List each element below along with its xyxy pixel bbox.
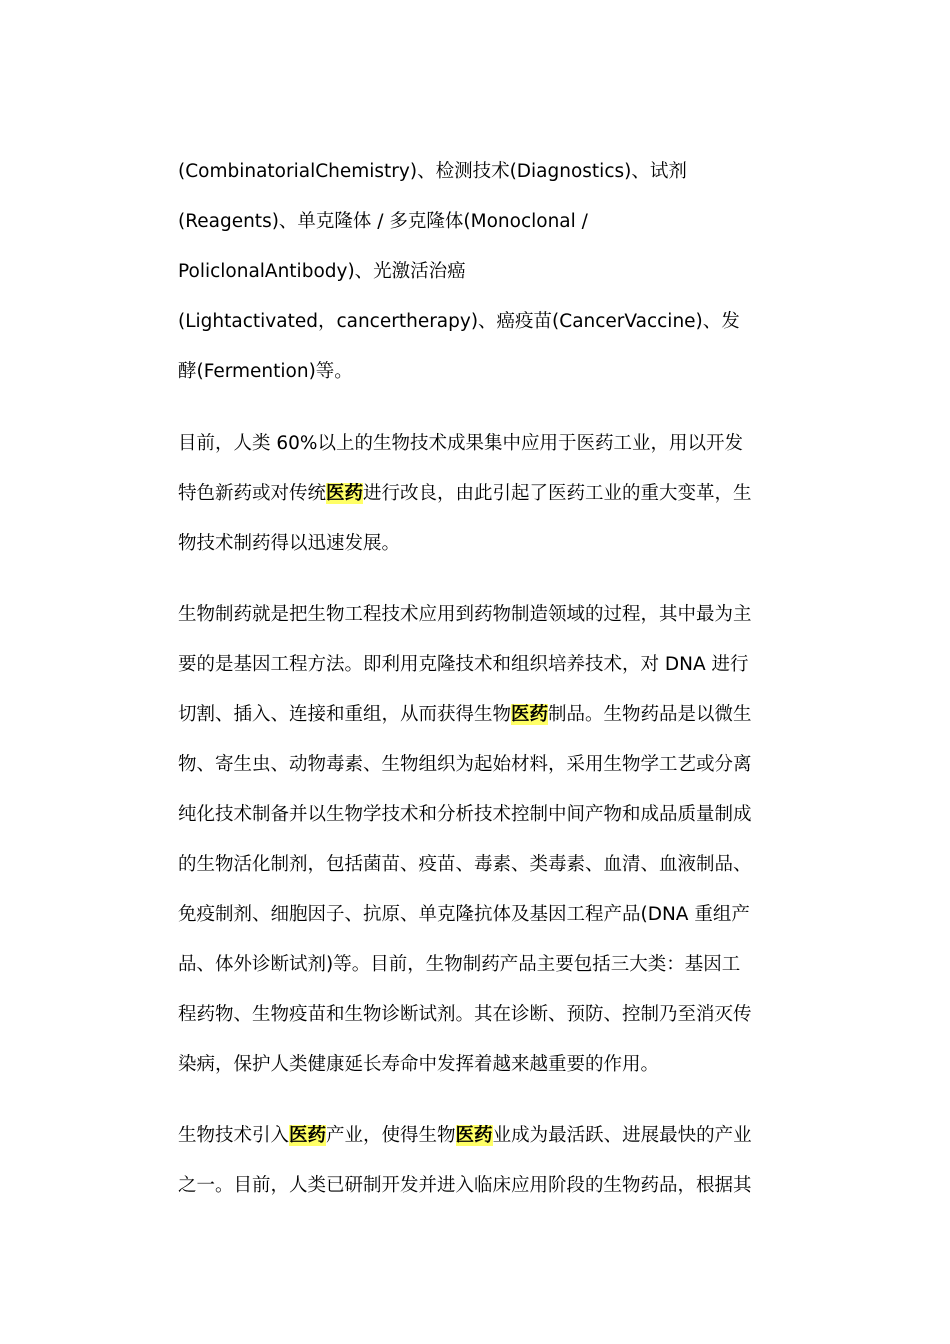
text-segment: (CombinatorialChemistry)、检测技术(Diagnostics)、试剂 <box>178 161 687 182</box>
paragraph-4 <box>178 1111 778 1211</box>
text-segment: 目前，人类 60%以上的生物技术成果集中应用于医药工业，用以开发 <box>178 433 744 454</box>
text-line <box>178 990 778 1040</box>
text-segment: 要的是基因工程方法。即利用克隆技术和组织培养技术，对 DNA 进行 <box>178 654 749 675</box>
paragraph-2 <box>178 419 778 569</box>
text-segment: 进行改良，由此引起了医药工业的重大变革，生 <box>363 483 752 504</box>
text-line <box>178 590 778 640</box>
text-segment: 业成为最活跃、进展最快的产业 <box>492 1125 752 1146</box>
text-line <box>178 419 778 469</box>
text-segment: 切割、插入、连接和重组，从而获得生物 <box>178 704 512 725</box>
text-segment: 的生物活化制剂，包括菌苗、疫苗、毒素、类毒素、血清、血液制品、 <box>178 854 752 875</box>
text-segment: 产业，使得生物 <box>326 1125 456 1146</box>
text-line <box>178 1040 778 1090</box>
text-segment: 品、体外诊断试剂)等。目前，生物制药产品主要包括三大类：基因工 <box>178 954 741 975</box>
text-line <box>178 297 778 347</box>
text-line <box>178 940 778 990</box>
text-segment: 生物技术引入 <box>178 1125 290 1146</box>
text-line <box>178 740 778 790</box>
highlighted-term: 医药 <box>511 704 549 725</box>
text-segment: 酵(Fermention)等。 <box>178 361 353 382</box>
paragraph-1 <box>178 147 778 397</box>
text-line <box>178 640 778 690</box>
text-segment: 之一。目前，人类已研制开发并进入临床应用阶段的生物药品，根据其 <box>178 1175 752 1196</box>
text-line <box>178 790 778 840</box>
text-segment: 特色新药或对传统 <box>178 483 327 504</box>
text-segment: 生物制药就是把生物工程技术应用到药物制造领域的过程，其中最为主 <box>178 604 752 625</box>
text-line <box>178 840 778 890</box>
text-line <box>178 1161 778 1211</box>
text-line <box>178 519 778 569</box>
text-line <box>178 690 778 740</box>
text-segment: 免疫制剂、细胞因子、抗原、单克隆抗体及基因工程产品(DNA 重组产 <box>178 904 750 925</box>
text-segment: 制品。生物药品是以微生 <box>548 704 752 725</box>
highlighted-term: 医药 <box>289 1125 327 1146</box>
text-segment: 物、寄生虫、动物毒素、生物组织为起始材料，采用生物学工艺或分离 <box>178 754 752 775</box>
text-line <box>178 247 778 297</box>
paragraph-3 <box>178 590 778 1090</box>
text-line <box>178 1111 778 1161</box>
text-line <box>178 890 778 940</box>
highlighted-term: 医药 <box>326 483 364 504</box>
text-segment: (Reagents)、单克隆体 / 多克隆体(Monoclonal / <box>178 211 588 232</box>
text-line <box>178 347 778 397</box>
text-line <box>178 469 778 519</box>
text-segment: 物技术制药得以迅速发展。 <box>178 533 401 554</box>
text-segment: 程药物、生物疫苗和生物诊断试剂。其在诊断、预防、控制乃至消灭传 <box>178 1004 752 1025</box>
text-segment: PoliclonalAntibody)、光激活治癌 <box>178 261 466 282</box>
text-segment: (Lightactivated，cancertherapy)、癌疫苗(CancerVaccine)、发 <box>178 311 740 332</box>
text-segment: 纯化技术制备并以生物学技术和分析技术控制中间产物和成品质量制成 <box>178 804 752 825</box>
text-line <box>178 197 778 247</box>
text-segment: 染病，保护人类健康延长寿命中发挥着越来越重要的作用。 <box>178 1054 660 1075</box>
highlighted-term: 医药 <box>455 1125 493 1146</box>
text-line <box>178 147 778 197</box>
